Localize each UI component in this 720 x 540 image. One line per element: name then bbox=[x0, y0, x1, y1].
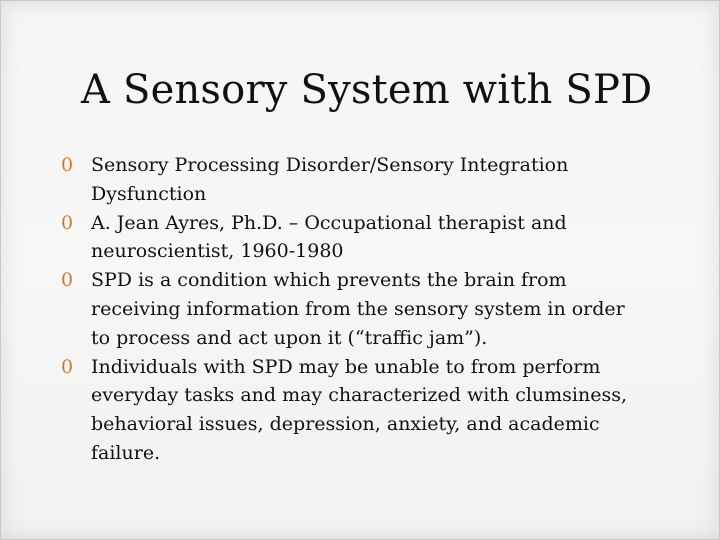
bullet-marker: 0 bbox=[61, 355, 74, 378]
bullet-item bbox=[61, 209, 646, 267]
bullet-marker: 0 bbox=[61, 269, 74, 292]
bullet-text: Individuals with SPD may be unable to from perform everyday tasks and may characterized with clumsiness, behavioral issues, depression, anxiety, and academic failure. bbox=[91, 355, 628, 464]
bullet-item bbox=[61, 353, 646, 468]
bullet-text: SPD is a condition which prevents the brain from receiving information from the sensory system in order to process and act upon it (“traffic jam”). bbox=[91, 269, 625, 349]
bullet-item bbox=[61, 151, 646, 209]
bullet-text: A. Jean Ayres, Ph.D. – Occupational therapist and neuroscientist, 1960-1980 bbox=[91, 211, 567, 263]
bullet-marker: 0 bbox=[61, 211, 74, 234]
bullet-text: Sensory Processing Disorder/Sensory Integration Dysfunction bbox=[91, 154, 569, 205]
bullet-list bbox=[61, 151, 646, 468]
slide-title: A Sensory System with SPD bbox=[81, 67, 653, 113]
bullet-marker: 0 bbox=[61, 154, 74, 176]
bullet-item bbox=[61, 266, 646, 352]
